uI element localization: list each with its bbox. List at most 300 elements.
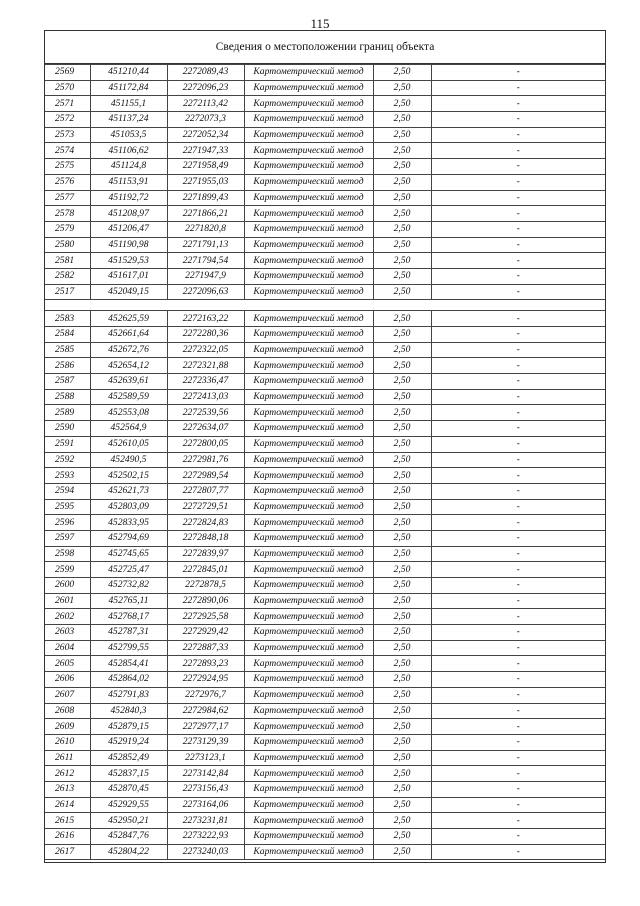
coord-x-cell: 452854,41 <box>90 656 167 672</box>
table-row <box>45 703 605 719</box>
table-row <box>45 672 605 688</box>
coord-x-cell: 451153,91 <box>90 174 167 190</box>
note-cell: - <box>431 253 605 269</box>
note-cell: - <box>431 656 605 672</box>
coord-x-cell: 452870,45 <box>90 781 167 797</box>
note-cell: - <box>431 797 605 813</box>
coord-y-cell: 2272096,63 <box>167 284 244 300</box>
table-row <box>45 562 605 578</box>
method-cell: Картометрический метод <box>244 734 373 750</box>
accuracy-cell: 2,50 <box>373 127 431 143</box>
point-number-cell: 2589 <box>45 405 90 421</box>
method-cell: Картометрический метод <box>244 578 373 594</box>
coord-y-cell: 2271794,54 <box>167 253 244 269</box>
coord-x-cell: 452661,64 <box>90 327 167 343</box>
coordinates-table-body <box>45 65 605 860</box>
coord-y-cell: 2273142,84 <box>167 766 244 782</box>
point-number-cell: 2597 <box>45 530 90 546</box>
method-cell: Картометрический метод <box>244 813 373 829</box>
coord-x-cell: 452765,11 <box>90 593 167 609</box>
coord-x-cell: 452745,65 <box>90 546 167 562</box>
coord-y-cell: 2273123,1 <box>167 750 244 766</box>
accuracy-cell: 2,50 <box>373 609 431 625</box>
point-number-cell: 2599 <box>45 562 90 578</box>
note-cell: - <box>431 65 605 81</box>
table-row <box>45 719 605 735</box>
method-cell: Картометрический метод <box>244 546 373 562</box>
method-cell: Картометрический метод <box>244 703 373 719</box>
coord-x-cell: 452768,17 <box>90 609 167 625</box>
point-number-cell: 2612 <box>45 766 90 782</box>
table-row <box>45 405 605 421</box>
accuracy-cell: 2,50 <box>373 562 431 578</box>
coord-y-cell: 2272729,51 <box>167 499 244 515</box>
coord-y-cell: 2273129,39 <box>167 734 244 750</box>
point-number-cell: 2586 <box>45 358 90 374</box>
point-number-cell: 2615 <box>45 813 90 829</box>
method-cell: Картометрический метод <box>244 468 373 484</box>
method-cell: Картометрический метод <box>244 327 373 343</box>
point-number-cell: 2609 <box>45 719 90 735</box>
coord-y-cell: 2272925,58 <box>167 609 244 625</box>
accuracy-cell: 2,50 <box>373 781 431 797</box>
coord-x-cell: 452621,73 <box>90 483 167 499</box>
method-cell: Картометрический метод <box>244 127 373 143</box>
accuracy-cell: 2,50 <box>373 96 431 112</box>
method-cell: Картометрический метод <box>244 268 373 284</box>
note-cell: - <box>431 268 605 284</box>
coord-x-cell: 451529,53 <box>90 253 167 269</box>
coord-y-cell: 2272163,22 <box>167 311 244 327</box>
point-number-cell: 2587 <box>45 374 90 390</box>
coord-y-cell: 2272893,23 <box>167 656 244 672</box>
coord-y-cell: 2272924,95 <box>167 672 244 688</box>
table-row <box>45 593 605 609</box>
coord-x-cell: 452502,15 <box>90 468 167 484</box>
method-cell: Картометрический метод <box>244 80 373 96</box>
accuracy-cell: 2,50 <box>373 483 431 499</box>
coord-x-cell: 452847,76 <box>90 829 167 845</box>
note-cell: - <box>431 206 605 222</box>
table-row <box>45 311 605 327</box>
table-row <box>45 374 605 390</box>
table-row <box>45 190 605 206</box>
point-number-cell: 2604 <box>45 640 90 656</box>
coord-y-cell: 2272280,36 <box>167 327 244 343</box>
coord-x-cell: 452803,09 <box>90 499 167 515</box>
table-row <box>45 358 605 374</box>
coord-x-cell: 451124,8 <box>90 159 167 175</box>
method-cell: Картометрический метод <box>244 143 373 159</box>
coord-x-cell: 452725,47 <box>90 562 167 578</box>
method-cell: Картометрический метод <box>244 358 373 374</box>
coord-y-cell: 2272322,05 <box>167 342 244 358</box>
accuracy-cell: 2,50 <box>373 80 431 96</box>
point-number-cell: 2602 <box>45 609 90 625</box>
coord-y-cell: 2272839,97 <box>167 546 244 562</box>
note-cell: - <box>431 625 605 641</box>
method-cell: Картометрический метод <box>244 159 373 175</box>
accuracy-cell: 2,50 <box>373 719 431 735</box>
table-row <box>45 65 605 81</box>
table-row <box>45 530 605 546</box>
point-number-cell: 2575 <box>45 159 90 175</box>
coord-y-cell: 2273240,03 <box>167 844 244 860</box>
accuracy-cell: 2,50 <box>373 112 431 128</box>
method-cell: Картометрический метод <box>244 829 373 845</box>
method-cell: Картометрический метод <box>244 284 373 300</box>
note-cell: - <box>431 687 605 703</box>
method-cell: Картометрический метод <box>244 206 373 222</box>
method-cell: Картометрический метод <box>244 719 373 735</box>
coord-x-cell: 452837,15 <box>90 766 167 782</box>
coord-x-cell: 451106,62 <box>90 143 167 159</box>
point-number-cell: 2601 <box>45 593 90 609</box>
coord-y-cell: 2272539,56 <box>167 405 244 421</box>
point-number-cell: 2573 <box>45 127 90 143</box>
coord-x-cell: 452672,76 <box>90 342 167 358</box>
accuracy-cell: 2,50 <box>373 206 431 222</box>
coord-x-cell: 451190,98 <box>90 237 167 253</box>
coord-y-cell: 2272800,05 <box>167 436 244 452</box>
accuracy-cell: 2,50 <box>373 687 431 703</box>
method-cell: Картометрический метод <box>244 253 373 269</box>
table-row <box>45 206 605 222</box>
note-cell: - <box>431 374 605 390</box>
coord-x-cell: 452639,61 <box>90 374 167 390</box>
point-number-cell: 2576 <box>45 174 90 190</box>
coord-x-cell: 452625,59 <box>90 311 167 327</box>
coord-x-cell: 452610,05 <box>90 436 167 452</box>
accuracy-cell: 2,50 <box>373 421 431 437</box>
note-cell: - <box>431 546 605 562</box>
note-cell: - <box>431 703 605 719</box>
table-row <box>45 468 605 484</box>
coord-y-cell: 2273231,81 <box>167 813 244 829</box>
table-row <box>45 578 605 594</box>
accuracy-cell: 2,50 <box>373 436 431 452</box>
coord-x-cell: 452732,82 <box>90 578 167 594</box>
method-cell: Картометрический метод <box>244 311 373 327</box>
table-row <box>45 127 605 143</box>
table-row <box>45 813 605 829</box>
coord-y-cell: 2271947,33 <box>167 143 244 159</box>
accuracy-cell: 2,50 <box>373 221 431 237</box>
coord-y-cell: 2272113,42 <box>167 96 244 112</box>
note-cell: - <box>431 284 605 300</box>
point-number-cell: 2610 <box>45 734 90 750</box>
point-number-cell: 2608 <box>45 703 90 719</box>
accuracy-cell: 2,50 <box>373 499 431 515</box>
point-number-cell: 2584 <box>45 327 90 343</box>
point-number-cell: 2581 <box>45 253 90 269</box>
point-number-cell: 2570 <box>45 80 90 96</box>
note-cell: - <box>431 80 605 96</box>
table-row <box>45 237 605 253</box>
table-row <box>45 112 605 128</box>
point-number-cell: 2517 <box>45 284 90 300</box>
coord-y-cell: 2272096,23 <box>167 80 244 96</box>
method-cell: Картометрический метод <box>244 342 373 358</box>
method-cell: Картометрический метод <box>244 221 373 237</box>
note-cell: - <box>431 421 605 437</box>
coord-y-cell: 2272977,17 <box>167 719 244 735</box>
coord-y-cell: 2272052,34 <box>167 127 244 143</box>
note-cell: - <box>431 750 605 766</box>
coord-x-cell: 452564,9 <box>90 421 167 437</box>
table-row <box>45 734 605 750</box>
coord-y-cell: 2272807,77 <box>167 483 244 499</box>
note-cell: - <box>431 311 605 327</box>
accuracy-cell: 2,50 <box>373 593 431 609</box>
boundary-table <box>44 30 606 863</box>
coord-y-cell: 2272089,43 <box>167 65 244 81</box>
note-cell: - <box>431 499 605 515</box>
method-cell: Картометрический метод <box>244 625 373 641</box>
note-cell: - <box>431 483 605 499</box>
coord-y-cell: 2273156,43 <box>167 781 244 797</box>
note-cell: - <box>431 813 605 829</box>
method-cell: Картометрический метод <box>244 797 373 813</box>
accuracy-cell: 2,50 <box>373 253 431 269</box>
coord-y-cell: 2272890,06 <box>167 593 244 609</box>
table-row <box>45 421 605 437</box>
coord-x-cell: 451053,5 <box>90 127 167 143</box>
method-cell: Картометрический метод <box>244 562 373 578</box>
method-cell: Картометрический метод <box>244 515 373 531</box>
accuracy-cell: 2,50 <box>373 358 431 374</box>
coord-y-cell: 2271791,13 <box>167 237 244 253</box>
note-cell: - <box>431 766 605 782</box>
table-row <box>45 499 605 515</box>
point-number-cell: 2603 <box>45 625 90 641</box>
coord-y-cell: 2272336,47 <box>167 374 244 390</box>
note-cell: - <box>431 829 605 845</box>
note-cell: - <box>431 127 605 143</box>
coord-x-cell: 452950,21 <box>90 813 167 829</box>
point-number-cell: 2613 <box>45 781 90 797</box>
method-cell: Картометрический метод <box>244 593 373 609</box>
coord-y-cell: 2272887,33 <box>167 640 244 656</box>
accuracy-cell: 2,50 <box>373 578 431 594</box>
coord-y-cell: 2271955,03 <box>167 174 244 190</box>
note-cell: - <box>431 358 605 374</box>
accuracy-cell: 2,50 <box>373 797 431 813</box>
note-cell: - <box>431 96 605 112</box>
coord-y-cell: 2272929,42 <box>167 625 244 641</box>
table-row <box>45 268 605 284</box>
note-cell: - <box>431 844 605 860</box>
table-row <box>45 174 605 190</box>
table-row <box>45 436 605 452</box>
table-row <box>45 640 605 656</box>
accuracy-cell: 2,50 <box>373 813 431 829</box>
coord-x-cell: 451206,47 <box>90 221 167 237</box>
table-row <box>45 829 605 845</box>
coord-x-cell: 452787,31 <box>90 625 167 641</box>
coord-y-cell: 2272981,76 <box>167 452 244 468</box>
coord-y-cell: 2272976,7 <box>167 687 244 703</box>
point-number-cell: 2577 <box>45 190 90 206</box>
coord-y-cell: 2273164,06 <box>167 797 244 813</box>
note-cell: - <box>431 143 605 159</box>
coord-x-cell: 451617,01 <box>90 268 167 284</box>
method-cell: Картометрический метод <box>244 190 373 206</box>
coord-x-cell: 452490,5 <box>90 452 167 468</box>
table-row <box>45 483 605 499</box>
accuracy-cell: 2,50 <box>373 530 431 546</box>
note-cell: - <box>431 734 605 750</box>
accuracy-cell: 2,50 <box>373 405 431 421</box>
note-cell: - <box>431 468 605 484</box>
accuracy-cell: 2,50 <box>373 284 431 300</box>
method-cell: Картометрический метод <box>244 844 373 860</box>
point-number-cell: 2592 <box>45 452 90 468</box>
coord-x-cell: 452799,55 <box>90 640 167 656</box>
point-number-cell: 2585 <box>45 342 90 358</box>
table-row <box>45 797 605 813</box>
point-number-cell: 2593 <box>45 468 90 484</box>
method-cell: Картометрический метод <box>244 656 373 672</box>
method-cell: Картометрический метод <box>244 374 373 390</box>
coord-x-cell: 452879,15 <box>90 719 167 735</box>
coord-x-cell: 452589,59 <box>90 389 167 405</box>
note-cell: - <box>431 609 605 625</box>
table-row <box>45 781 605 797</box>
table-title: Сведения о местоположении границ объекта <box>45 31 605 64</box>
method-cell: Картометрический метод <box>244 452 373 468</box>
coord-x-cell: 452553,08 <box>90 405 167 421</box>
note-cell: - <box>431 221 605 237</box>
coord-x-cell: 452929,55 <box>90 797 167 813</box>
accuracy-cell: 2,50 <box>373 515 431 531</box>
point-number-cell: 2595 <box>45 499 90 515</box>
table-row <box>45 389 605 405</box>
note-cell: - <box>431 237 605 253</box>
table-row <box>45 253 605 269</box>
table-row <box>45 844 605 860</box>
point-number-cell: 2582 <box>45 268 90 284</box>
coord-x-cell: 452804,22 <box>90 844 167 860</box>
method-cell: Картометрический метод <box>244 389 373 405</box>
note-cell: - <box>431 515 605 531</box>
accuracy-cell: 2,50 <box>373 844 431 860</box>
coord-x-cell: 452852,49 <box>90 750 167 766</box>
method-cell: Картометрический метод <box>244 687 373 703</box>
coord-y-cell: 2271820,8 <box>167 221 244 237</box>
point-number-cell: 2616 <box>45 829 90 845</box>
table-row <box>45 342 605 358</box>
accuracy-cell: 2,50 <box>373 190 431 206</box>
group-separator-cell <box>45 300 605 311</box>
point-number-cell: 2580 <box>45 237 90 253</box>
table-row <box>45 96 605 112</box>
table-row <box>45 687 605 703</box>
method-cell: Картометрический метод <box>244 640 373 656</box>
coord-y-cell: 2271947,9 <box>167 268 244 284</box>
accuracy-cell: 2,50 <box>373 237 431 253</box>
coord-x-cell: 451137,24 <box>90 112 167 128</box>
table-row <box>45 327 605 343</box>
table-row <box>45 284 605 300</box>
coord-y-cell: 2272824,83 <box>167 515 244 531</box>
point-number-cell: 2588 <box>45 389 90 405</box>
method-cell: Картометрический метод <box>244 65 373 81</box>
accuracy-cell: 2,50 <box>373 65 431 81</box>
point-number-cell: 2572 <box>45 112 90 128</box>
note-cell: - <box>431 562 605 578</box>
point-number-cell: 2614 <box>45 797 90 813</box>
point-number-cell: 2598 <box>45 546 90 562</box>
coord-y-cell: 2272989,54 <box>167 468 244 484</box>
coord-x-cell: 451208,97 <box>90 206 167 222</box>
table-row <box>45 80 605 96</box>
accuracy-cell: 2,50 <box>373 452 431 468</box>
accuracy-cell: 2,50 <box>373 625 431 641</box>
accuracy-cell: 2,50 <box>373 174 431 190</box>
method-cell: Картометрический метод <box>244 530 373 546</box>
coord-y-cell: 2273222,93 <box>167 829 244 845</box>
accuracy-cell: 2,50 <box>373 766 431 782</box>
point-number-cell: 2579 <box>45 221 90 237</box>
method-cell: Картометрический метод <box>244 609 373 625</box>
accuracy-cell: 2,50 <box>373 159 431 175</box>
accuracy-cell: 2,50 <box>373 143 431 159</box>
table-row <box>45 625 605 641</box>
coord-x-cell: 451172,84 <box>90 80 167 96</box>
accuracy-cell: 2,50 <box>373 672 431 688</box>
note-cell: - <box>431 342 605 358</box>
note-cell: - <box>431 389 605 405</box>
coord-x-cell: 452654,12 <box>90 358 167 374</box>
coord-x-cell: 452791,83 <box>90 687 167 703</box>
method-cell: Картометрический метод <box>244 96 373 112</box>
note-cell: - <box>431 159 605 175</box>
point-number-cell: 2596 <box>45 515 90 531</box>
group-separator-row <box>45 300 605 311</box>
point-number-cell: 2600 <box>45 578 90 594</box>
coord-x-cell: 452794,69 <box>90 530 167 546</box>
coord-x-cell: 451155,1 <box>90 96 167 112</box>
table-row <box>45 750 605 766</box>
method-cell: Картометрический метод <box>244 499 373 515</box>
point-number-cell: 2606 <box>45 672 90 688</box>
coord-y-cell: 2272073,3 <box>167 112 244 128</box>
table-row <box>45 766 605 782</box>
coord-x-cell: 452864,02 <box>90 672 167 688</box>
page-number: 115 <box>310 16 330 31</box>
note-cell: - <box>431 593 605 609</box>
method-cell: Картометрический метод <box>244 436 373 452</box>
point-number-cell: 2571 <box>45 96 90 112</box>
method-cell: Картометрический метод <box>244 421 373 437</box>
coord-y-cell: 2271866,21 <box>167 206 244 222</box>
method-cell: Картометрический метод <box>244 405 373 421</box>
coord-y-cell: 2271958,49 <box>167 159 244 175</box>
coord-x-cell: 451210,44 <box>90 65 167 81</box>
method-cell: Картометрический метод <box>244 750 373 766</box>
method-cell: Картометрический метод <box>244 483 373 499</box>
table-row <box>45 159 605 175</box>
accuracy-cell: 2,50 <box>373 546 431 562</box>
method-cell: Картометрический метод <box>244 672 373 688</box>
accuracy-cell: 2,50 <box>373 374 431 390</box>
method-cell: Картометрический метод <box>244 766 373 782</box>
table-row <box>45 515 605 531</box>
note-cell: - <box>431 719 605 735</box>
accuracy-cell: 2,50 <box>373 468 431 484</box>
coordinates-table <box>45 64 605 860</box>
